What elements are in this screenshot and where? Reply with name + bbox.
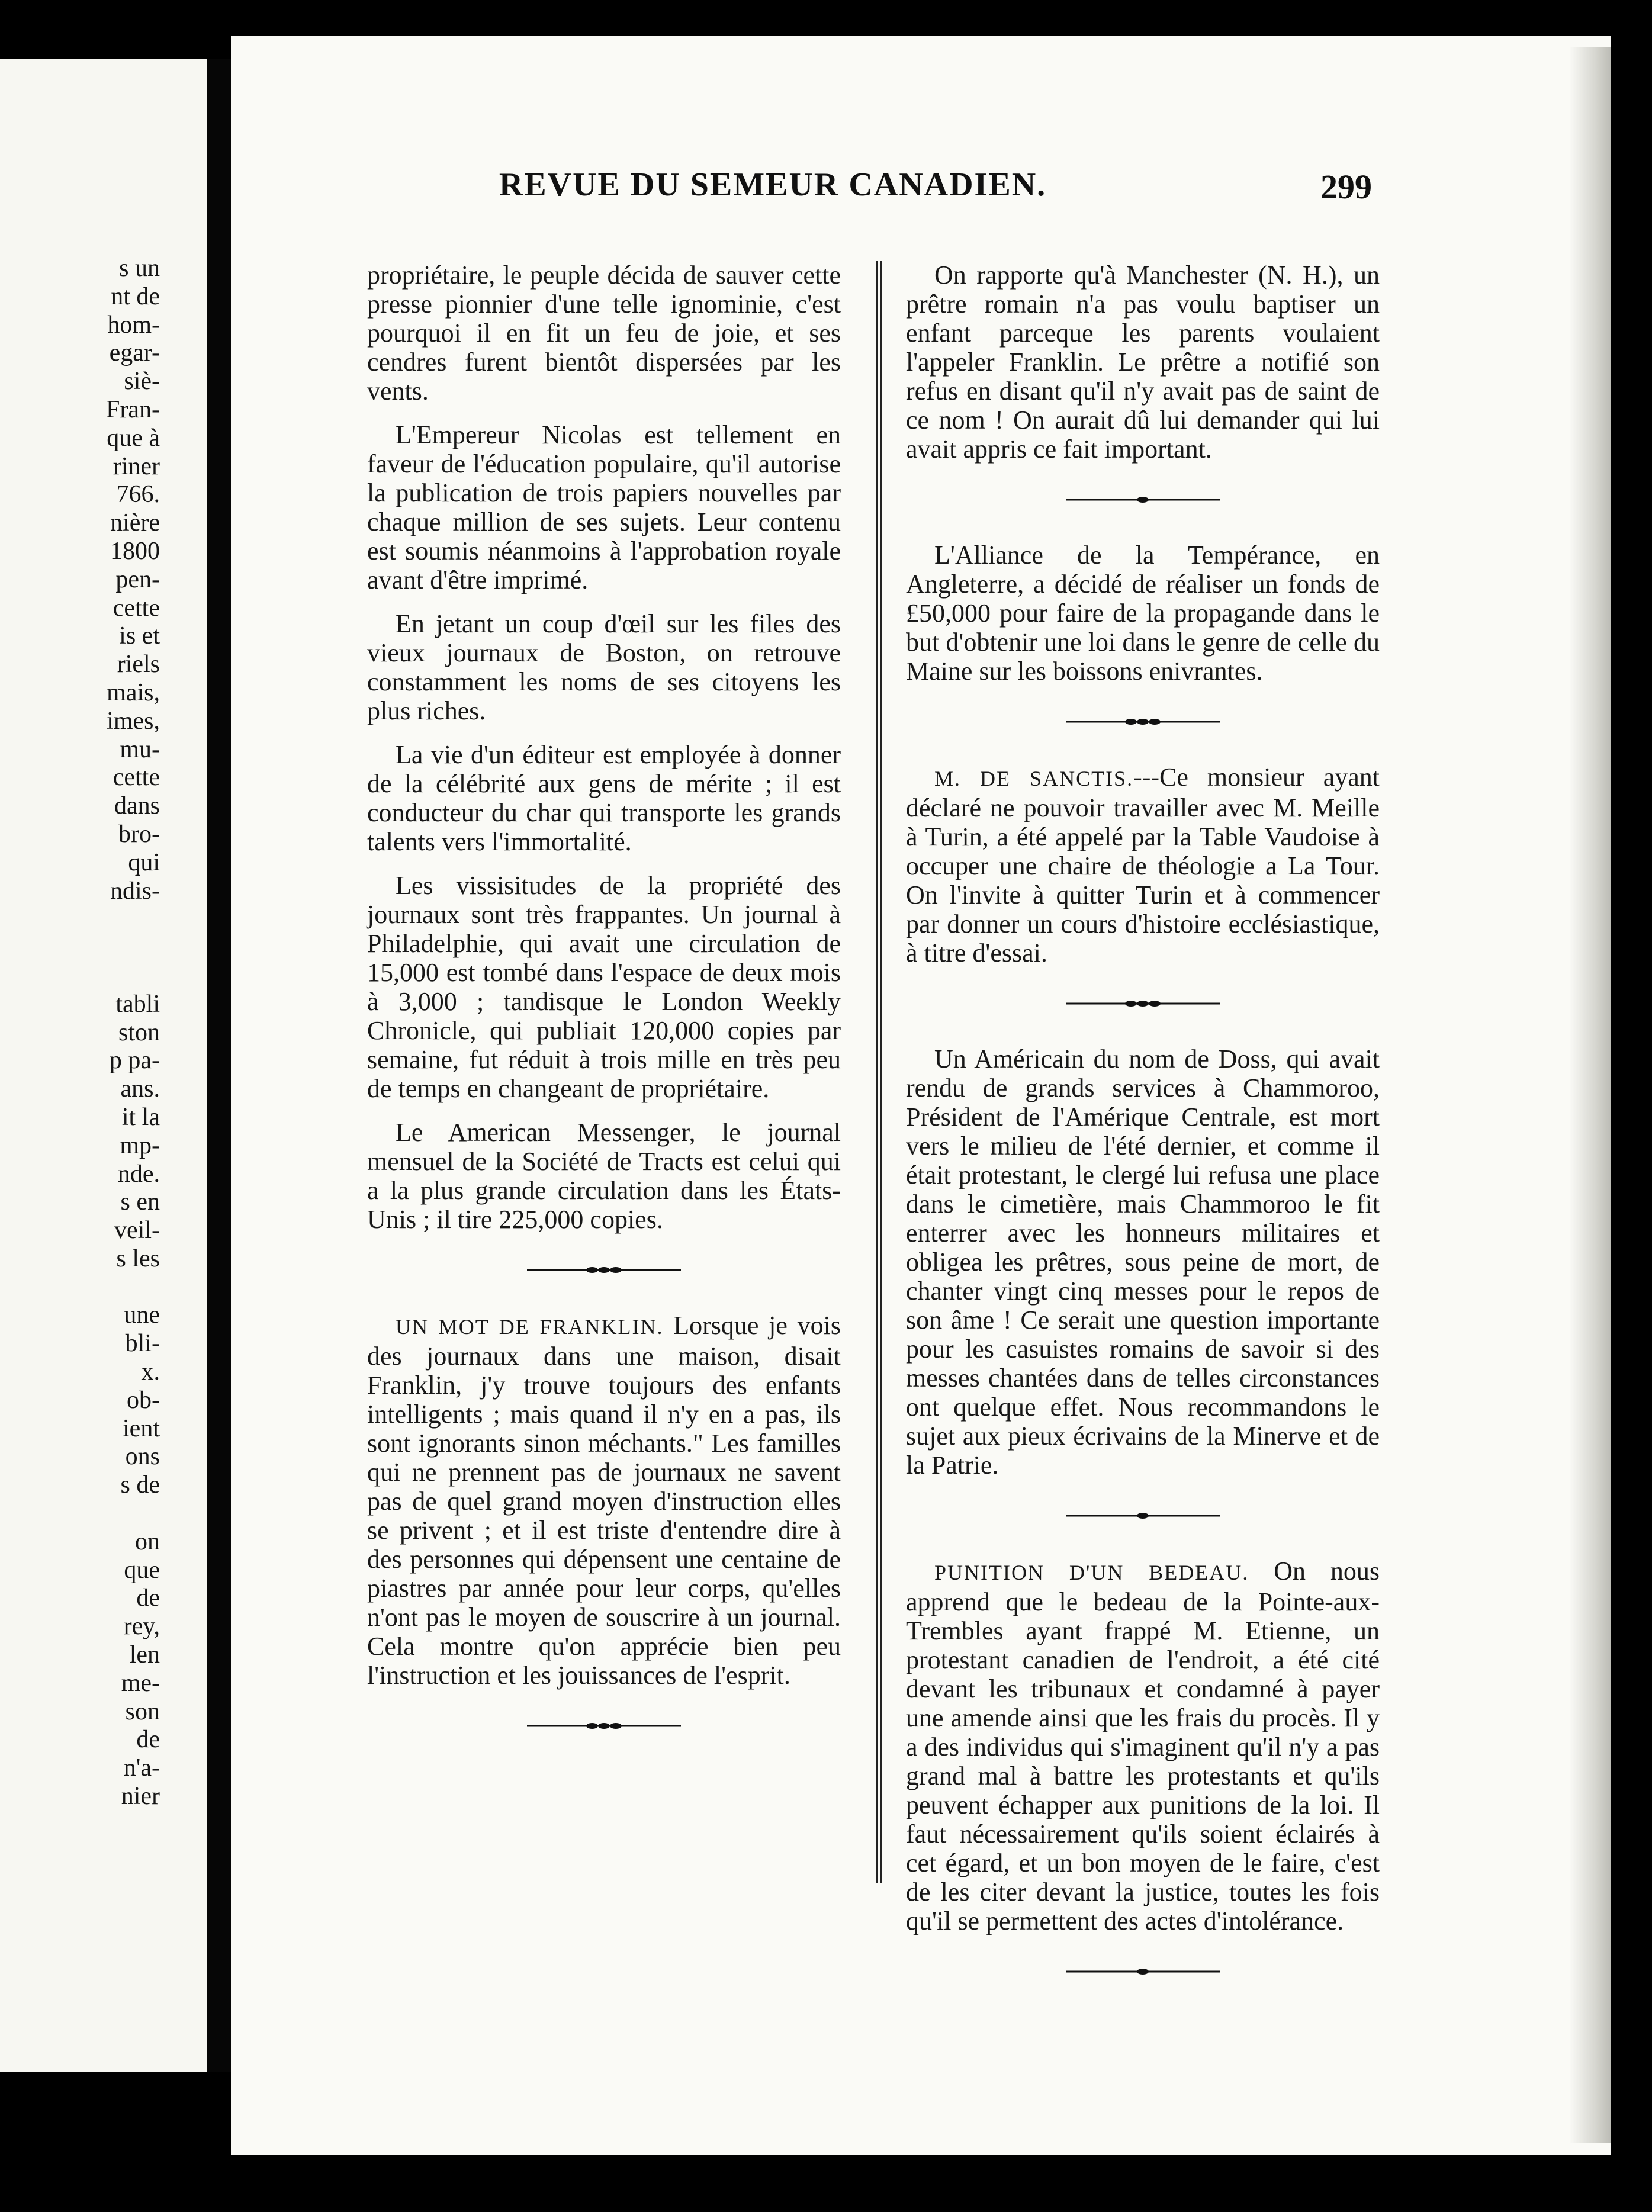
left-column <box>367 261 841 1767</box>
facing-page-text-fragment: s un nt de hom- egar- siè- Fran- que à riner 766. nière 1800 pen- cette is et riels mais, imes, mu- cette dans bro- qui ndis- tabli ston p pa- ans. it la mp- nde. s en veil- s les une bli- x. ob- ient ons s de on que de rey, len me- son de n'a- nier <box>106 255 160 1811</box>
paragraph: propriétaire, le peuple décida de sauver cette presse pionnier d'une telle ignominie, c'est pourquoi il en fit un feu de joie, et ses cendres furent bientôt dispersées par les vents. <box>367 261 841 406</box>
section-ornament <box>906 487 1380 512</box>
paragraph: Le American Messenger, le journal mensuel de la Société de Tracts est celui qui a la plus grande circulation dans les États-Unis ; il tire 225,000 copies. <box>367 1118 841 1234</box>
section-ornament <box>906 1503 1380 1528</box>
section-ornament <box>906 1959 1380 1984</box>
paragraph: On rapporte qu'à Manchester (N. H.), un prêtre romain n'a pas voulu baptiser un enfant parceque les parents voulaient l'appeler Franklin. Le prêtre a notifié son refus en disant qu'il n'y avait pas de saint de ce nom ! On aurait dû lui demander qui lui avait appris ce fait important. <box>906 261 1380 464</box>
paragraph: Les vissisitudes de la propriété des journaux sont très frappantes. Un journal à Philadelphie, qui avait une circulation de 15,000 est tombé dans l'espace de deux mois à 3,000 ; tandisque le London Weekly Chronicle, qui publiait 120,000 copies par semaine, fut réduit à trois mille en très peu de temps en changeant de propriétaire. <box>367 871 841 1103</box>
section-ornament <box>367 1258 841 1282</box>
paragraph <box>367 1311 841 1690</box>
paragraph-body: ---Ce monsieur ayant déclaré ne pouvoir travailler avec M. Meille à Turin, a été appelé par la Table Vaudoise à occuper une chaire de théologie a La Tour. On l'invite à quitter Turin et à commencer par donner un cours d'histoire ecclésiastique, à titre d'essai. <box>906 763 1380 967</box>
page-number: 299 <box>1320 168 1372 206</box>
paragraph-lead: M. DE SANCTIS. <box>934 767 1134 790</box>
paragraph <box>906 1557 1380 1936</box>
section-ornament <box>906 991 1380 1016</box>
facing-page <box>0 59 207 2072</box>
paragraph: L'Empereur Nicolas est tellement en faveur de l'éducation populaire, qu'il autorise la publication de trois papiers nouvelles par chaque million de ses sujets. Leur contenu est soumis néanmoins à l'approbation royale avant d'être imprimé. <box>367 420 841 594</box>
paragraph: L'Alliance de la Tempérance, en Angleterre, a décidé de réaliser un fonds de £50,000 pour faire de la propagande dans le but d'obtenir une loi dans le genre de celle du Maine sur les boissons enivrantes. <box>906 541 1380 686</box>
paragraph-lead: UN MOT DE FRANKLIN. <box>396 1315 664 1339</box>
paragraph <box>906 763 1380 967</box>
paragraph-body: On nous apprend que le bedeau de la Pointe-aux-Trembles ayant frappé M. Etienne, un protestant canadien de l'endroit, a été cité devant les tribunaux et condamné à payer une amende ainsi que les frais du procès. Il y a des individus qui s'imaginent qu'il n'y a pas grand mal à battre les protestants et qu'ils peuvent échapper aux punitions de la loi. Il faut nécessairement qu'ils soient éclairés à cet égard, et un bon moyen de le faire, c'est de les citer devant la justice, toutes les fois qu'il se permettent des actes d'intolérance. <box>906 1557 1380 1936</box>
paragraph: En jetant un coup d'œil sur les files des vieux journaux de Boston, on retrouve constamment les noms de ses citoyens les plus riches. <box>367 609 841 725</box>
page-edge-shadow <box>1569 47 1611 2143</box>
paragraph: La vie d'un éditeur est employée à donner de la célébrité aux gens de mérite ; il est conducteur du char qui transporte les grands talents vers l'immortalité. <box>367 740 841 856</box>
paragraph: Un Américain du nom de Doss, qui avait rendu de grands services à Chammoroo, Président de l'Amérique Centrale, est mort vers le milieu de l'été dernier, et comme il était protestant, le clergé lui refusa une place dans le cimetière, mais Chammoroo le fit enterrer avec les honneurs militaires et obligea les prêtres, sous peine de mort, de chanter vingt cinq messes pour le repos de son âme ! Ce serait une question importante pour les casuistes romains de savoir si des messes chantées dans de telles circonstances ont quelque effet. Nous recommandons le sujet aux pieux écrivains de la Minerve et de la Patrie. <box>906 1044 1380 1480</box>
section-ornament <box>906 709 1380 734</box>
binding-gutter <box>207 59 231 2072</box>
right-column <box>906 261 1380 2012</box>
column-rule <box>876 261 882 1883</box>
running-head: REVUE DU SEMEUR CANADIEN. <box>499 166 1047 203</box>
paragraph-lead: PUNITION D'UN BEDEAU. <box>934 1561 1249 1584</box>
paragraph-body: Lorsque je vois des journaux dans une maison, disait Franklin, j'y trouve toujours des enfants intelligents ; mais quand il n'y en a pas, ils sont ignorants sinon méchants." Les familles qui ne prennent pas de journaux ne savent pas de quel grand moyen d'instruction elles se privent ; et il est triste d'entendre dire à des personnes qui dépensent une centaine de piastres par année pour leur corps, qu'elles n'ont pas le moyen de souscrire à un journal. Cela montre qu'on apprécie bien peu l'instruction et les jouissances de l'esprit. <box>367 1311 841 1690</box>
section-ornament <box>367 1713 841 1738</box>
